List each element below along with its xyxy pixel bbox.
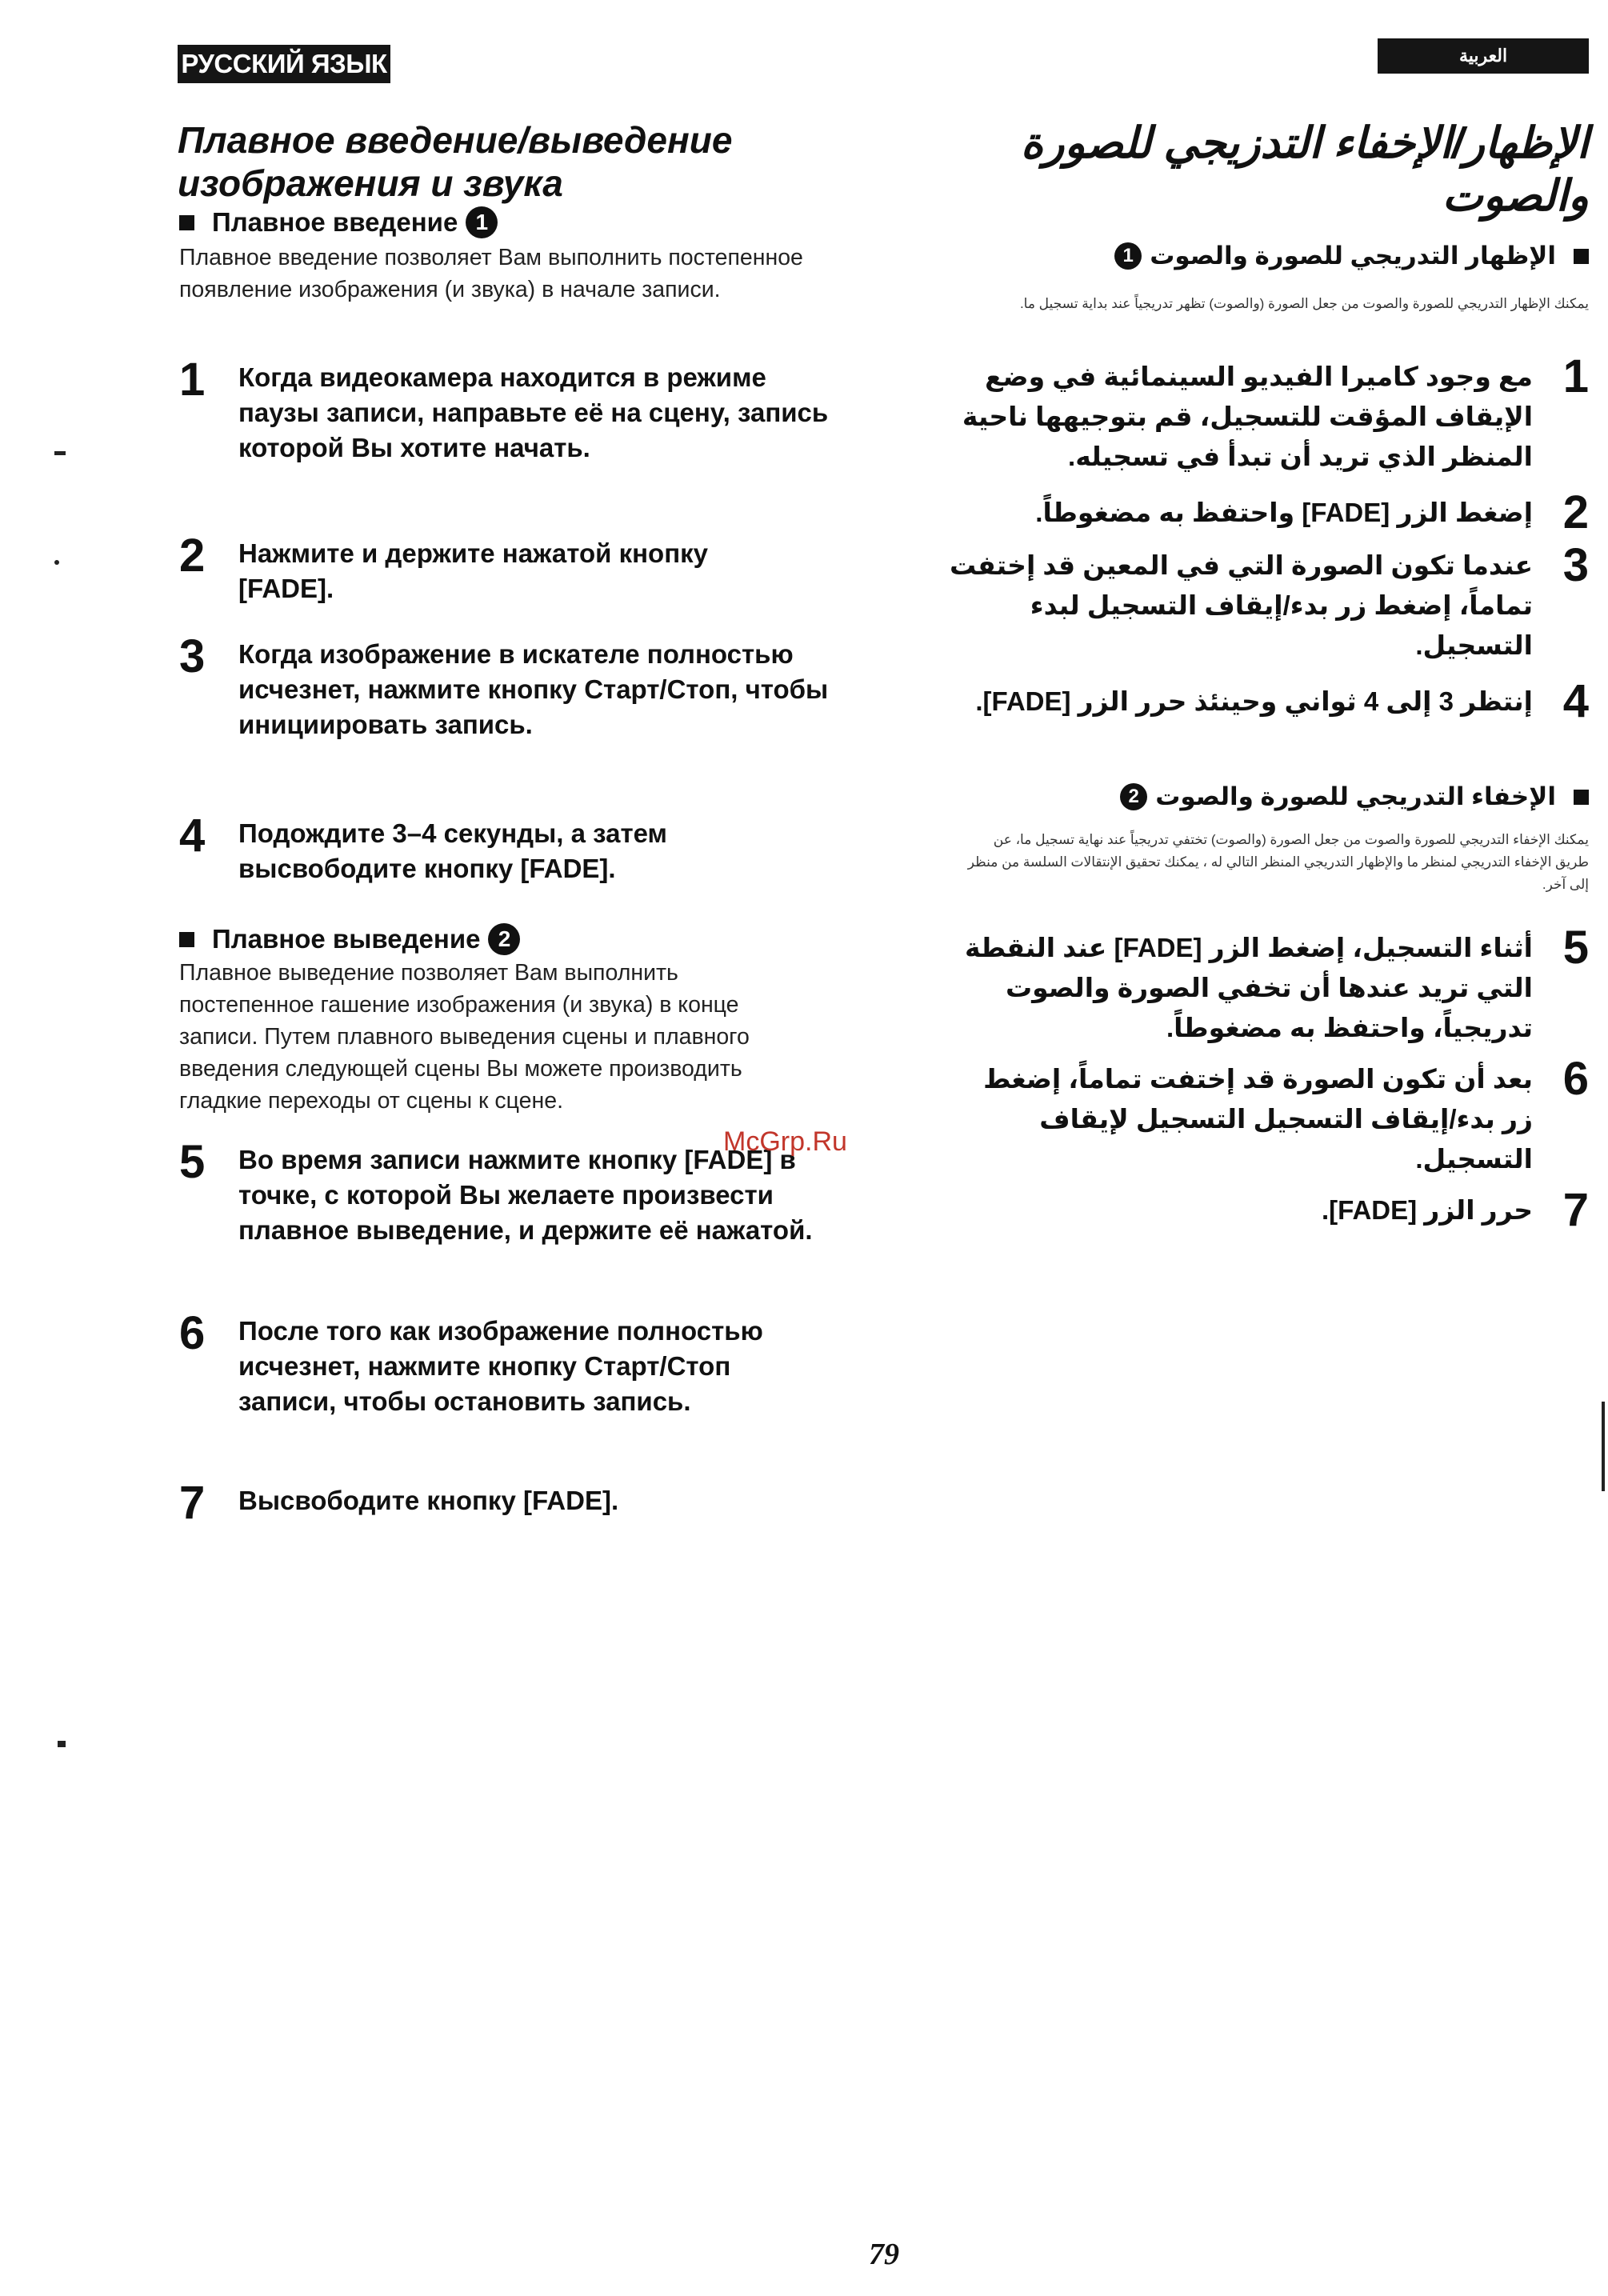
circled-number-one-icon: 1 bbox=[466, 206, 498, 238]
russian-step-3 bbox=[179, 630, 835, 742]
arabic-fade-out-description: يمكنك الإخفاء التدريجي للصورة والصوت من جعل الصورة (والصوت) تختفي تدريجياً عند نهاية تسجيل ما، عن طريق الإخفاء التدريجي لمنظر ما والإظهار التدريجي المنظر التالي له ، يمكنك تحقيق الإنتقالات السلسة من منظر إلى آخر. bbox=[967, 832, 1589, 892]
bullet-square-icon bbox=[1574, 249, 1589, 264]
russian-fade-in-description: Плавное введение позволяет Вам выполнить постепенное появление изображения (и звука) в начале записи. bbox=[179, 245, 803, 302]
arabic-step-6 bbox=[949, 1053, 1589, 1179]
scan-edge-mark bbox=[1602, 1402, 1605, 1491]
step-text: حرر الزر [FADE]. bbox=[1321, 1195, 1533, 1225]
bullet-square-icon bbox=[179, 932, 194, 947]
arabic-fade-in-heading bbox=[981, 242, 1589, 270]
circled-number-two-icon: 2 bbox=[488, 923, 520, 955]
scan-mark bbox=[54, 560, 59, 565]
step-number: 3 bbox=[1562, 539, 1589, 591]
circled-number-one-icon: 1 bbox=[1114, 242, 1142, 270]
step-text: Высвободите кнопку [FADE]. bbox=[238, 1486, 619, 1515]
scan-mark bbox=[54, 451, 66, 455]
arabic-fade-in-heading-text: الإظهار التدريجي للصورة والصوت bbox=[1150, 242, 1556, 270]
watermark: McGrp.Ru bbox=[723, 1126, 847, 1157]
step-text: أثناء التسجيل، إضغط الزر [FADE] عند النقطة التي تريد عندها أن تخفي الصورة والصوت تدريجياً، واحتفظ به مضغوطاً. bbox=[965, 933, 1533, 1042]
arabic-step-4 bbox=[949, 675, 1589, 727]
russian-step-2 bbox=[179, 530, 835, 606]
step-text: مع وجود كاميرا الفيديو السينمائية في وضع الإيقاف المؤقت للتسجيل، قم بتوجيهها ناحية المنظر الذي تريد أن تبدأ في تسجيله. bbox=[962, 362, 1533, 471]
arabic-step-3 bbox=[949, 539, 1589, 666]
step-number: 1 bbox=[179, 354, 206, 406]
russian-fade-out-heading bbox=[179, 923, 520, 955]
step-text: Когда изображение в искателе полностью исчезнет, нажмите кнопку Старт/Стоп, чтобы инициировать запись. bbox=[238, 639, 829, 739]
arabic-fade-out-heading bbox=[981, 782, 1589, 811]
russian-step-6 bbox=[179, 1307, 835, 1419]
arabic-fade-in-description: يمكنك الإظهار التدريجي للصورة والصوت من جعل الصورة (والصوت) تظهر تدريجياً عند بداية تسجيل ما. bbox=[1019, 296, 1589, 311]
step-number: 5 bbox=[179, 1136, 206, 1188]
step-number: 2 bbox=[1562, 486, 1589, 538]
russian-step-7 bbox=[179, 1477, 835, 1529]
step-text: Когда видеокамера находится в режиме паузы записи, направьте её на сцену, запись которой Вы хотите начать. bbox=[238, 362, 829, 462]
step-number: 4 bbox=[179, 810, 206, 862]
arabic-step-2 bbox=[949, 486, 1589, 538]
page-number: 79 bbox=[869, 2238, 899, 2271]
step-number: 2 bbox=[179, 530, 206, 582]
russian-fade-out-description: Плавное выведение позволяет Вам выполнить постепенное гашение изображения (и звука) в конце записи. Путем плавного выведения сцены и плавного введения следующей сцены Вы можете производить гладкие переходы от сцены к сцене. bbox=[179, 960, 750, 1114]
russian-fade-in-heading bbox=[179, 206, 498, 238]
arabic-step-7 bbox=[949, 1184, 1589, 1236]
circled-number-two-icon: 2 bbox=[1120, 783, 1147, 810]
step-text: بعد أن تكون الصورة قد إختفت تماماً، إضغط زر بدء/إيقاف التسجيل التسجيل لإيقاف التسجيل. bbox=[983, 1064, 1533, 1174]
arabic-step-5 bbox=[949, 922, 1589, 1048]
step-text: عندما تكون الصورة التي في المعين قد إختفت تماماً، إضغط زر بدء/إيقاف التسجيل لبدء التسجيل. bbox=[950, 550, 1533, 660]
step-text: Во время записи нажмите кнопку [FADE] в точке, с которой Вы желаете произвести плавное выведение, и держите её нажатой. bbox=[238, 1145, 813, 1245]
russian-language-tab: РУССКИЙ ЯЗЫК bbox=[178, 45, 390, 83]
russian-fade-in-heading-text: Плавное введение bbox=[212, 207, 458, 237]
step-number: 7 bbox=[179, 1477, 206, 1529]
step-text: Подождите 3–4 секунды, а затем высвободите кнопку [FADE]. bbox=[238, 818, 667, 883]
step-text: После того как изображение полностью исчезнет, нажмите кнопку Старт/Стоп записи, чтобы остановить запись. bbox=[238, 1316, 763, 1416]
step-text: إنتظر 3 إلى 4 ثواني وحينئذ حرر الزر [FADE]. bbox=[975, 686, 1533, 716]
step-number: 4 bbox=[1562, 675, 1589, 727]
arabic-step-1 bbox=[949, 350, 1589, 477]
step-text: Нажмите и держите нажатой кнопку [FADE]. bbox=[238, 538, 708, 603]
step-number: 3 bbox=[179, 630, 206, 682]
russian-page-title: Плавное введение/выведение изображения и звука bbox=[178, 119, 733, 204]
step-text: إضغط الزر [FADE] واحتفظ به مضغوطاً. bbox=[1035, 498, 1533, 527]
step-number: 6 bbox=[1562, 1053, 1589, 1105]
bullet-square-icon bbox=[179, 215, 194, 230]
russian-step-4 bbox=[179, 810, 835, 886]
scan-mark bbox=[58, 1741, 66, 1747]
russian-step-1 bbox=[179, 354, 835, 466]
arabic-language-tab: العربية bbox=[1378, 38, 1589, 74]
step-number: 1 bbox=[1562, 350, 1589, 402]
step-number: 5 bbox=[1562, 922, 1589, 974]
step-number: 7 bbox=[1562, 1184, 1589, 1236]
step-number: 6 bbox=[179, 1307, 206, 1359]
russian-fade-out-heading-text: Плавное выведение bbox=[212, 924, 481, 954]
arabic-fade-out-heading-text: الإخفاء التدريجي للصورة والصوت bbox=[1155, 782, 1556, 810]
bullet-square-icon bbox=[1574, 790, 1589, 805]
arabic-page-title: الإظهار/الإخفاء التدزيجي للصورة والصوت bbox=[1020, 119, 1589, 220]
